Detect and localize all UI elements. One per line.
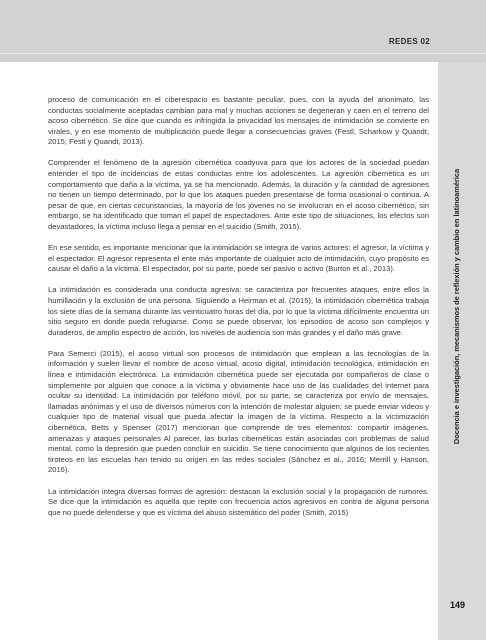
section-label: REDES 02 xyxy=(388,37,430,46)
sidebar-title-container xyxy=(448,116,466,496)
paragraph: proceso de comunicación en el ciberespacio es bastante peculiar, pues, con la ayuda del anonimato, las conductas socialmente aceptadas cambian para mal y muchas acciones se degeneran y caen en el terreno del acoso cibernético. Se dice que cuando es infringida la privacidad los mensajes de intimidación se convierte en virales, y en ese momento de multiplicación puede llegar a consecuencias graves (Festl, Scharkow y Quandt, 2015; Festl y Quandt, 2013). xyxy=(48,95,429,147)
paragraph: La intimidación integra diversas formas de agresión: destacan la exclusión social y la propagación de rumores. Se dice que la intimidación es aquella que repite con frecuencia actos agresivos en contra de alguna persona que no puede defenderse y que es víctima del abuso sistemático del poder (Smith, 2015) xyxy=(48,486,429,517)
body-text xyxy=(48,95,429,529)
paragraph: Para Semerci (2015), el acoso virtual son procesos de intimidación que emplean a las tecnologías de la información y suelen llevar el nombre de acoso virtual, acoso digital, intimidación tecnológica, intimidación en línea e intimidación electrónica. La intimidación cibernética puede ser ejecutada por compañeros de clase o simplemente por alguien que conoce a la víctima y obviamente hace uso de las cualidades del internet para ocultar su identidad. La intimidación por teléfono móvil, por su parte, se caracteriza por envío de mensajes, llamadas anónimas y el uso de diversos números con la intención de molestar alguien; se puede enviar videos y cualquier tipo de material visual que pueda afectar la imagen de la víctima. Respecto a la victimización cibernética, Betts y Spenser (2017) mencionan que comprende de tres elementos: compartir imágenes, amenazas y ataques personales Al parecer, las burlas cibernéticas están asociadas con problemas de salud mental, como la depresión que pueden concluir en suicidio. Se tiene conocimiento que algunos de los recientes tiroteos en las escuelas han tenido su origen en las redes sociales (Sánchez et al., 2016; Merrill y Hanson, 2016). xyxy=(48,348,429,475)
paragraph: En ese sentido, es importante mencionar que la intimidación se integra de varios actores: el agresor, la víctima y el espectador. El agresor representa el ente más importante de cualquier acto de intimidación, cuyo propósito es causar el daño a la víctima. El espectador, por su parte, puede ser pasivo o activo (Burton et al., 2013). xyxy=(48,243,429,274)
paragraph: Comprender el fenómeno de la agresión cibernética coadyuva para que los actores de la sociedad puedan entender el tipo de incidencias de estas conductas entre los adolescentes. La agresión cibernética es un comportamiento que daña a la víctima, ya se ha mencionado. Además, la duración y la cantidad de agresiones no tienen un tiempo determinado, por lo que los ataques pueden presentarse de forma ocasional o continua. A pesar de que, en ciertas circunstancias, la mayoría de los jóvenes no se involucran en el acoso cibernético, sin embargo, se ha identificado que toman el papel de espectadores. Ante este tipo de situaciones, los efectos son devastadores, la víctima incluso llega a pensar en el suicidio (Smith, 2015). xyxy=(48,158,429,232)
paragraph: La intimidación es considerada una conducta agresiva: se caracteriza por frecuentes ataques, entre ellos la humillación y la exclusión de una persona. Siguiendo a Heirman et al. (2015), la intimidación cibernética trabaja los siete días de la semana durante las veinticuatro horas del día, por lo que la víctima difícilmente encuentra un sitio seguro en donde pueda refugiarse. Como se puede observar, los episodios de acoso son complejos y duraderos, de amplio espectro de acción, los niveles de audiencia son más grandes y el daño más grave. xyxy=(48,285,429,337)
sidebar-vertical-title: Docencia e investigación, mecanismos de reflexión y cambio en latinoamérica xyxy=(452,168,462,444)
page-number: 149 xyxy=(449,600,465,610)
header-divider xyxy=(0,53,486,54)
